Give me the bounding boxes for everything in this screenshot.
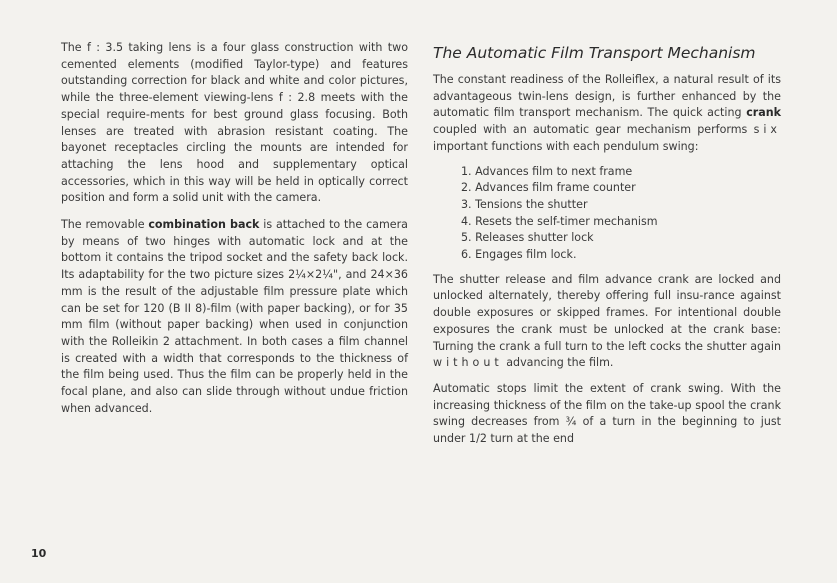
film-transport-text-start: The constant readiness of the Rolleiflex, a natural result of its advantageous twin-lens design, is further enhanced by the automatic film transport mechanism. The quick acting <box>433 73 781 120</box>
crank-term: crank <box>746 106 781 120</box>
right-column <box>433 44 781 448</box>
list-item: 2. Advances film frame counter <box>461 181 636 195</box>
list-item: 3. Tensions the shutter <box>461 197 588 211</box>
automatic-stops-paragraph: Automatic stops limit the extent of crank swing. With the increasing thickness of the film on the take-up spool the crank swing decreases from ¾ of a turn in the beginning to just under 1/2 turn at the end <box>433 381 781 446</box>
combination-back-term: combination back <box>148 218 260 232</box>
list-item: 1. Advances film to next frame <box>461 164 633 178</box>
list-item: 5. Releases shutter lock <box>461 231 594 245</box>
list-item: 4. Resets the self-timer mechanism <box>461 214 658 228</box>
combination-back-paragraph <box>61 217 408 417</box>
combination-back-text-start: The removable <box>61 218 149 232</box>
crank-functions-list <box>433 164 781 264</box>
six-emphasis: six <box>753 123 781 137</box>
left-column <box>61 40 408 417</box>
film-transport-paragraph <box>433 72 781 156</box>
combination-back-text-end: is attached to the camera by means of two hinges with automatic lock and at the bottom it contains the tripod socket and the safety back lock. Its adaptability for the two picture sizes 2¼×2¼", and 24×36 mm is the result of the adjustable film pressure plate which can be set for 120 (B II 8)-film (with paper backing), or for 35 mm film (without paper backing) when used in conjunction with the Rolleikin 2 attachment. In both cases a film channel is created with a width that corresponds to the thickness of the film being used. Thus the film can be properly held in the focal plane, and also can slide through without undue friction when advanced. <box>61 218 408 415</box>
list-item: 6. Engages film lock. <box>461 248 577 262</box>
film-transport-text-end: important functions with each pendulum swing: <box>433 139 699 153</box>
section-heading: The Automatic Film Transport Mechanism <box>433 44 756 62</box>
lens-paragraph: The f : 3.5 taking lens is a four glass construction with two cemented elements (modified Taylor-type) and features outstanding correction for black and white and color pictures, while the three-element viewing-lens f : 2.8 meets with the special require-ments for best ground glass focusing. Both lenses are treated with abrasion resistant coating. The bayonet receptacles circling the mounts are intended for attaching the lens hood and supplementary optical accessories, which in this way will be held in optically correct position and form a solid unit with the camera. <box>61 41 408 205</box>
shutter-release-text-end: advancing the film. <box>502 356 614 370</box>
page-number: 10 <box>31 547 47 560</box>
shutter-release-text-start: The shutter release and film advance crank are locked and unlocked alternately, thereby offering full insu-rance against double exposures or skipped frames. For intentional double exposures the crank must be unlocked at the crank base: Turning the crank a full turn to the left cocks the shutter again <box>433 272 781 353</box>
shutter-release-paragraph <box>433 272 781 372</box>
without-emphasis: without <box>433 356 503 370</box>
film-transport-text-middle: coupled with an automatic gear mechanism performs <box>433 123 754 137</box>
